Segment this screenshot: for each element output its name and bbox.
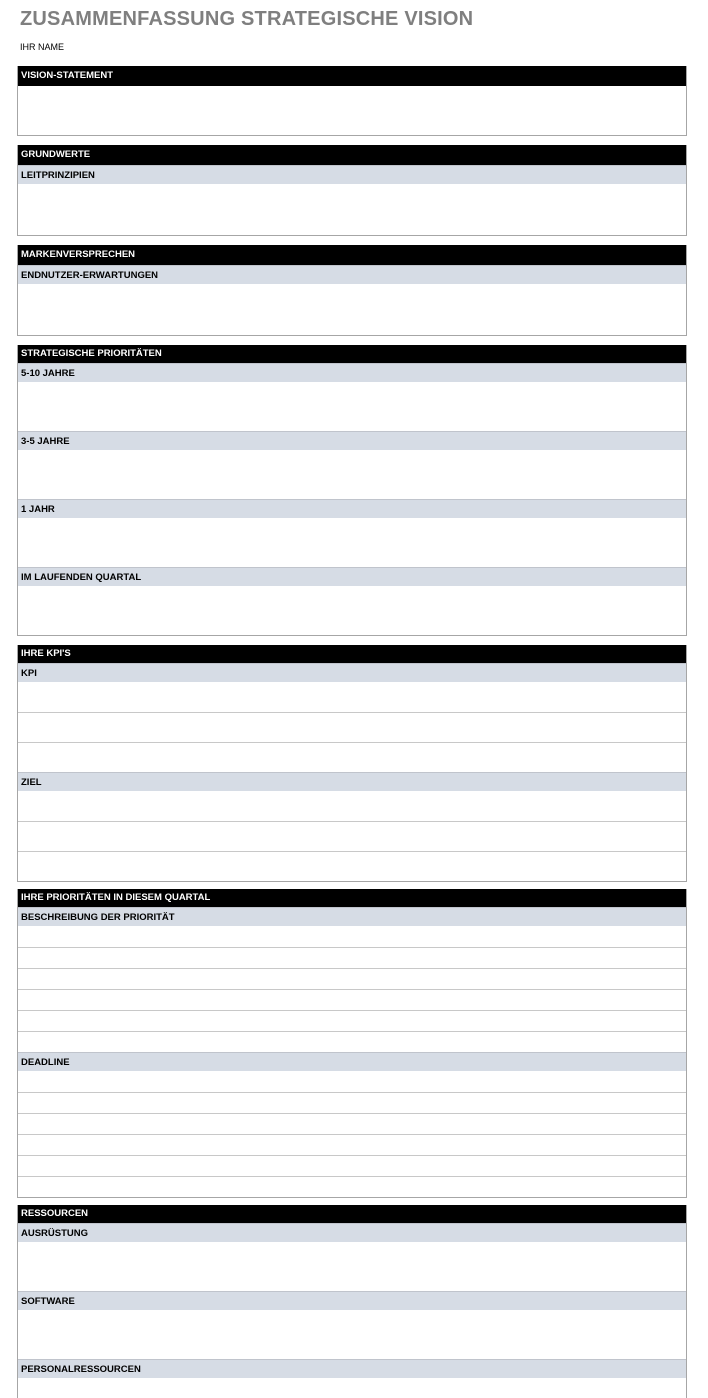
beschreibung-rows (18, 926, 686, 1052)
software-input-area[interactable] (18, 1310, 686, 1359)
section-header: IHRE PRIORITÄTEN IN DIESEM QUARTAL (18, 889, 686, 907)
table-row[interactable] (18, 1010, 686, 1031)
table-row[interactable] (18, 1113, 686, 1134)
prio-quartal-input-area[interactable] (18, 586, 686, 635)
table-row[interactable] (18, 926, 686, 947)
table-row[interactable] (18, 1092, 686, 1113)
table-row[interactable] (18, 742, 686, 772)
section-header: MARKENVERSPRECHEN (18, 245, 686, 265)
section-header: IHRE KPI'S (18, 645, 686, 663)
section-ressourcen (17, 1205, 687, 1398)
table-row[interactable] (18, 851, 686, 881)
section-markenversprechen (17, 245, 687, 336)
subheader: DEADLINE (18, 1052, 686, 1071)
subheader: BESCHREIBUNG DER PRIORITÄT (18, 907, 686, 926)
table-row[interactable] (18, 1071, 686, 1092)
table-row[interactable] (18, 712, 686, 742)
table-row[interactable] (18, 1176, 686, 1197)
deadline-rows (18, 1071, 686, 1197)
ausruestung-input-area[interactable] (18, 1242, 686, 1291)
table-row[interactable] (18, 947, 686, 968)
kpi-rows (18, 682, 686, 772)
prio-1-jahr-input-area[interactable] (18, 518, 686, 567)
section-grundwerte (17, 145, 687, 236)
subheader: IM LAUFENDEN QUARTAL (18, 567, 686, 586)
leitprinzipien-input-area[interactable] (18, 184, 686, 235)
page-title: ZUSAMMENFASSUNG STRATEGISCHE VISION (20, 8, 474, 30)
vision-input-area[interactable] (18, 86, 686, 135)
subheader: KPI (18, 663, 686, 682)
endnutzer-input-area[interactable] (18, 284, 686, 335)
subheader: 3-5 JAHRE (18, 431, 686, 450)
table-row[interactable] (18, 989, 686, 1010)
name-label[interactable]: IHR NAME (20, 42, 65, 52)
subheader: AUSRÜSTUNG (18, 1223, 686, 1242)
table-row[interactable] (18, 1134, 686, 1155)
subheader: 5-10 JAHRE (18, 363, 686, 382)
table-row[interactable] (18, 682, 686, 712)
personalressourcen-input-area[interactable] (18, 1378, 686, 1398)
subheader: LEITPRINZIPIEN (18, 165, 686, 184)
subheader: SOFTWARE (18, 1291, 686, 1310)
section-header: RESSOURCEN (18, 1205, 686, 1223)
table-row[interactable] (18, 821, 686, 851)
section-header: STRATEGISCHE PRIORITÄTEN (18, 345, 686, 363)
table-row[interactable] (18, 1155, 686, 1176)
prio-3-5-input-area[interactable] (18, 450, 686, 499)
subheader: 1 JAHR (18, 499, 686, 518)
section-vision-statement (17, 66, 687, 136)
section-strategische-prioritaeten (17, 345, 687, 636)
subheader: PERSONALRESSOURCEN (18, 1359, 686, 1378)
table-row[interactable] (18, 1031, 686, 1052)
ziel-rows (18, 791, 686, 881)
section-header: VISION-STATEMENT (18, 66, 686, 86)
section-kpis (17, 645, 687, 882)
section-header: GRUNDWERTE (18, 145, 686, 165)
table-row[interactable] (18, 791, 686, 821)
section-quartal-prioritaeten (17, 889, 687, 1198)
subheader: ENDNUTZER-ERWARTUNGEN (18, 265, 686, 284)
prio-5-10-input-area[interactable] (18, 382, 686, 431)
subheader: ZIEL (18, 772, 686, 791)
table-row[interactable] (18, 968, 686, 989)
